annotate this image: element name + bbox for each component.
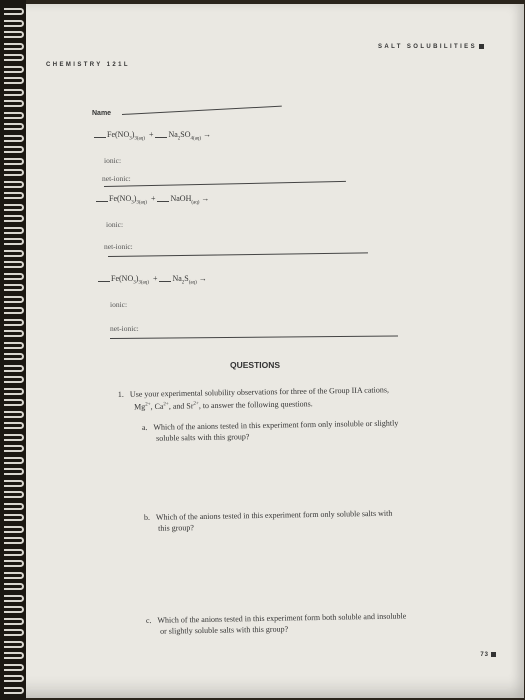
name-field-line[interactable] xyxy=(122,106,282,115)
coefficient-blank[interactable] xyxy=(98,281,110,282)
reaction-1-answer-line[interactable] xyxy=(104,181,346,187)
binding-loop xyxy=(4,66,24,73)
binding-loop xyxy=(4,77,24,84)
binding-loop xyxy=(4,572,24,579)
binding-loop xyxy=(4,238,24,245)
binding-loop xyxy=(4,319,24,326)
spiral-binding xyxy=(0,0,26,700)
binding-loop xyxy=(4,31,24,38)
binding-loop xyxy=(4,54,24,61)
binding-loop xyxy=(4,284,24,291)
coefficient-blank[interactable] xyxy=(96,201,108,202)
reaction-3-net-ionic-label: net-ionic: xyxy=(110,324,139,333)
binding-loop xyxy=(4,641,24,648)
page-number: 73 xyxy=(480,652,496,658)
worksheet-page xyxy=(14,4,524,698)
binding-loop xyxy=(4,675,24,682)
binding-loop xyxy=(4,606,24,613)
binding-loop xyxy=(4,227,24,234)
reaction-3-answer-line[interactable] xyxy=(110,335,398,339)
binding-loop xyxy=(4,687,24,694)
binding-loop xyxy=(4,204,24,211)
binding-loop xyxy=(4,273,24,280)
binding-loop xyxy=(4,342,24,349)
binding-loop xyxy=(4,560,24,567)
binding-loop xyxy=(4,652,24,659)
binding-loop xyxy=(4,376,24,383)
question-1a: a. Which of the anions tested in this experiment form only insoluble or slightly soluble salts with this group? xyxy=(141,418,399,443)
square-bullet-icon xyxy=(491,652,496,657)
binding-loop xyxy=(4,629,24,636)
binding-loop xyxy=(4,261,24,268)
reaction-2-equation: $Fe(NO_3)_{3(aq)}$ + NaOH$_{(aq)}$ → xyxy=(96,194,209,206)
binding-loop xyxy=(4,399,24,406)
binding-loop xyxy=(4,388,24,395)
reaction-2-answer-line[interactable] xyxy=(108,252,368,257)
binding-loop xyxy=(4,491,24,498)
reaction-3-equation: $Fe(NO_3)_{3(aq)} + Na_2S_{(aq)}$ → xyxy=(98,274,207,286)
reaction-1-equation: $Fe(NO_3)_{3(aq)} + Na_2SO_{4(aq)}$ → xyxy=(94,130,211,142)
binding-loop xyxy=(4,8,24,15)
binding-loop xyxy=(4,514,24,521)
binding-loop xyxy=(4,664,24,671)
coefficient-blank[interactable] xyxy=(155,137,167,138)
binding-loop xyxy=(4,411,24,418)
binding-loop xyxy=(4,595,24,602)
binding-loop xyxy=(4,181,24,188)
square-bullet-icon xyxy=(479,44,484,49)
binding-loop xyxy=(4,549,24,556)
reaction-3-ionic-label: ionic: xyxy=(110,300,128,309)
binding-loop xyxy=(4,457,24,464)
binding-loop xyxy=(4,169,24,176)
section-title: SALT SOLUBILITIES xyxy=(378,44,484,50)
binding-loop xyxy=(4,330,24,337)
binding-loop xyxy=(4,434,24,441)
binding-loop xyxy=(4,353,24,360)
coefficient-blank[interactable] xyxy=(157,201,169,202)
binding-loop xyxy=(4,583,24,590)
binding-loop xyxy=(4,468,24,475)
binding-loop xyxy=(4,526,24,533)
binding-loop xyxy=(4,480,24,487)
coefficient-blank[interactable] xyxy=(94,137,106,138)
binding-loop xyxy=(4,503,24,510)
binding-loop xyxy=(4,537,24,544)
binding-loop xyxy=(4,123,24,130)
binding-loop xyxy=(4,158,24,165)
question-1b: b. Which of the anions tested in this experiment form only soluble salts with this group? xyxy=(143,508,393,533)
course-header: CHEMISTRY 121L xyxy=(46,62,130,68)
binding-loop xyxy=(4,296,24,303)
binding-loop xyxy=(4,618,24,625)
question-1: 1. Use your experimental solubility observations for three of the Group IIA cations, $Mg^{2+}$, $Ca^{2+}$, and $Sr^{2+}$, to answer the following questions. xyxy=(117,385,389,412)
binding-loop xyxy=(4,215,24,222)
binding-loop xyxy=(4,43,24,50)
questions-title: QUESTIONS xyxy=(230,360,281,370)
binding-loop xyxy=(4,422,24,429)
binding-loop xyxy=(4,250,24,257)
binding-loop xyxy=(4,192,24,199)
question-1c: c. Which of the anions tested in this experiment form both soluble and insoluble or slightly soluble salts with this group? xyxy=(145,611,407,636)
coefficient-blank[interactable] xyxy=(159,281,171,282)
reaction-2-ionic-label: ionic: xyxy=(106,220,124,229)
binding-loop xyxy=(4,445,24,452)
binding-loop xyxy=(4,112,24,119)
binding-loop xyxy=(4,365,24,372)
reaction-1-net-ionic-label: net-ionic: xyxy=(102,174,131,183)
binding-loop xyxy=(4,307,24,314)
binding-loop xyxy=(4,135,24,142)
binding-loop xyxy=(4,146,24,153)
name-label: Name xyxy=(92,110,112,117)
binding-loop xyxy=(4,20,24,27)
binding-loop xyxy=(4,100,24,107)
reaction-1-ionic-label: ionic: xyxy=(104,156,122,165)
binding-loop xyxy=(4,89,24,96)
reaction-2-net-ionic-label: net-ionic: xyxy=(104,242,133,251)
